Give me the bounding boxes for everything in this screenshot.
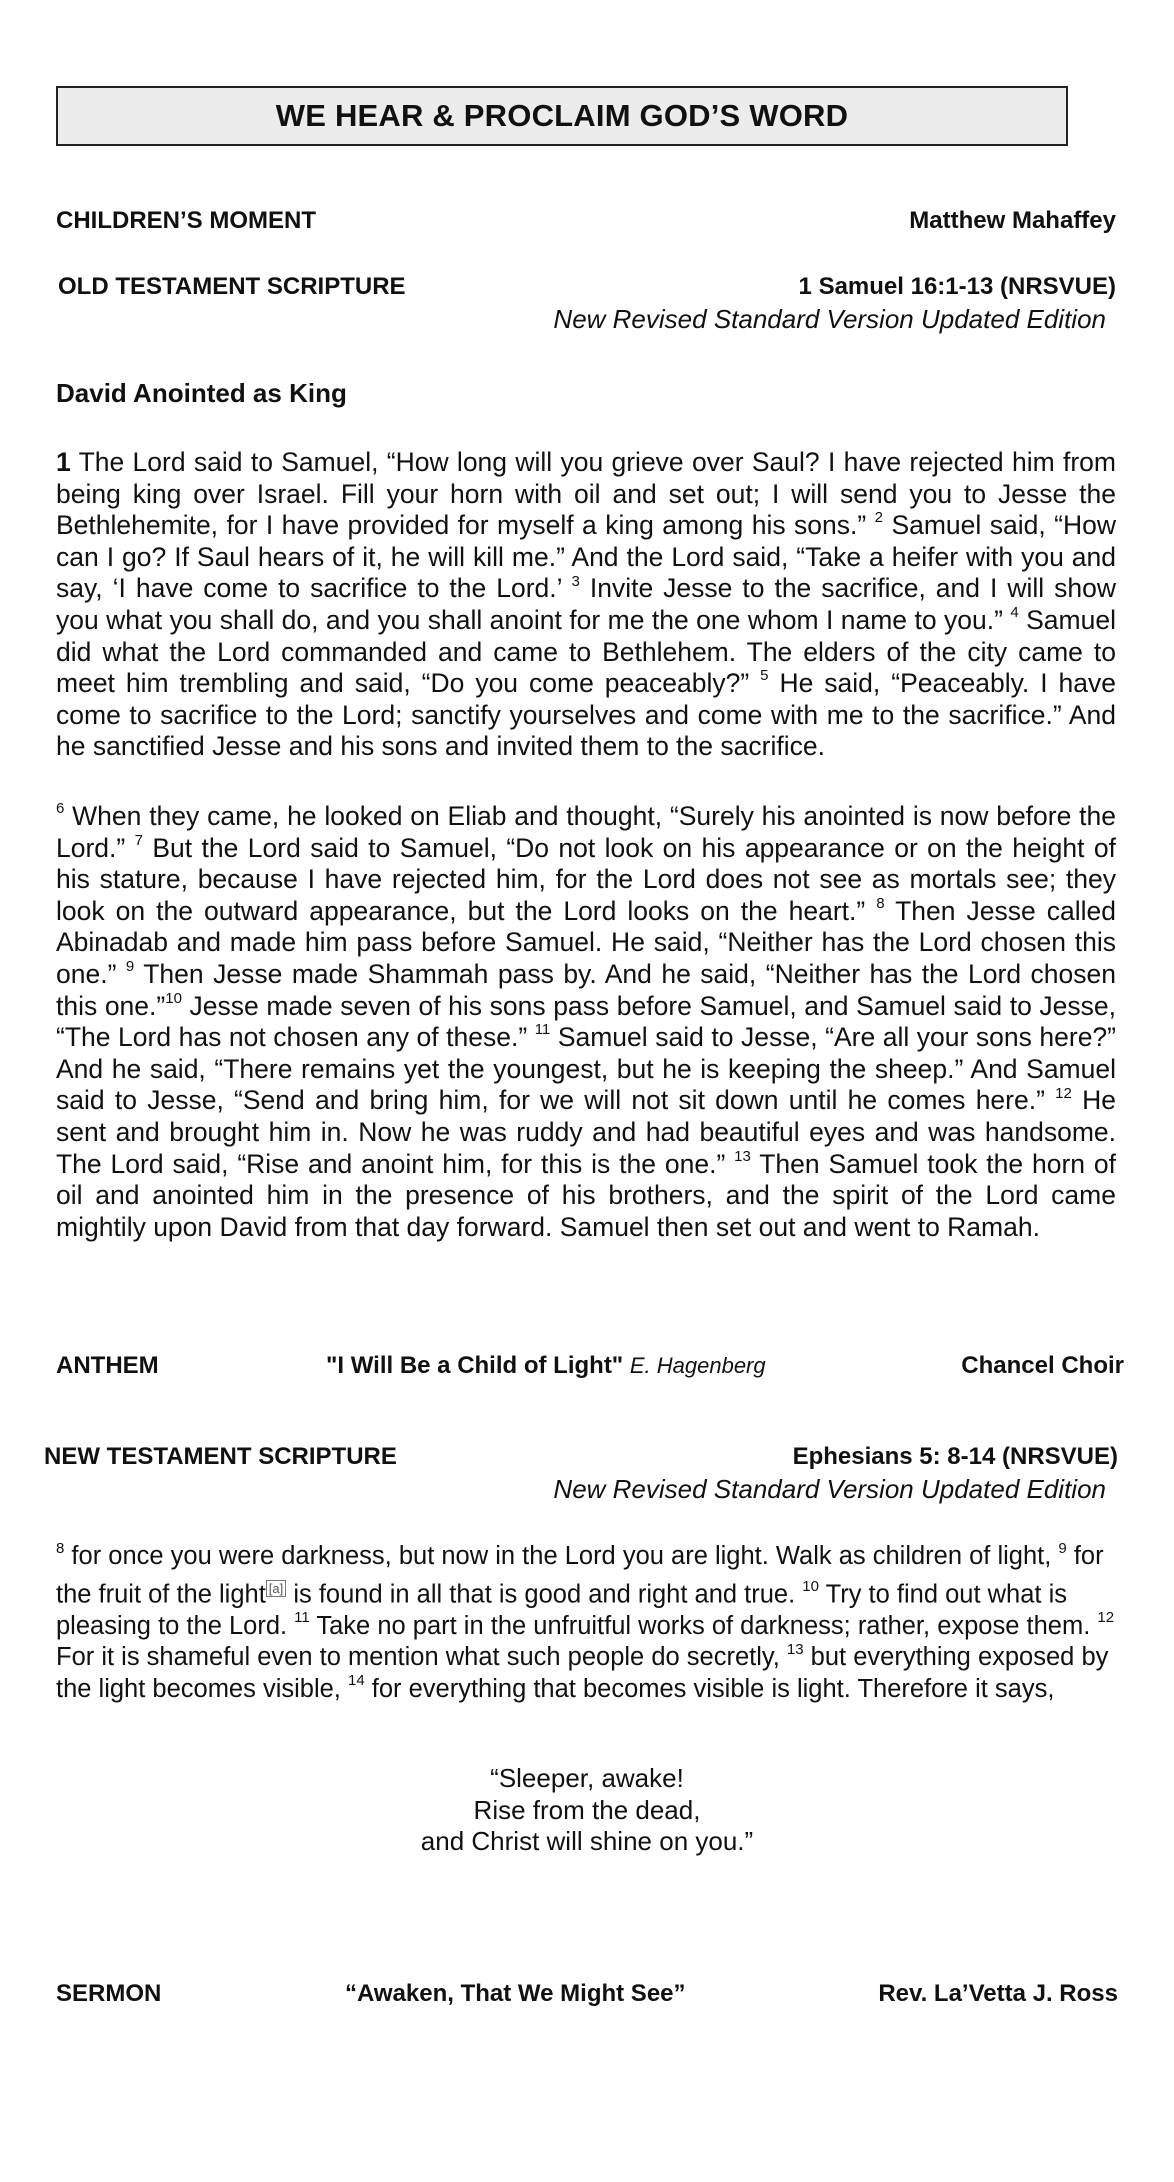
verse-number: 8 <box>56 1539 65 1557</box>
verse-number: 14 <box>347 1672 365 1690</box>
verse-text: for once you were darkness, but now in the Lord you are light. Walk as children of light, <box>64 1542 1059 1570</box>
verse-number: 2 <box>874 509 883 527</box>
verse-text: He said, “Peaceably. I have come to sacrifice to the Lord; sanctify yourselves and come with me to the sacrifice.” And he sanctified Jesse and his sons and invited them to the sacrifice. <box>56 668 1116 762</box>
nt-label: NEW TESTAMENT SCRIPTURE <box>44 1443 397 1470</box>
ot-label: OLD TESTAMENT SCRIPTURE <box>58 273 406 300</box>
verse-text: For it is shameful even to mention what such people do secretly, <box>56 1643 787 1672</box>
sermon-title: “Awaken, That We Might See” <box>345 1980 686 2007</box>
verse-text: When they came, he looked on Eliab and thought, “Surely his anointed is now before the Lord.” <box>56 801 1116 863</box>
sermon-preacher: Rev. La’Vetta J. Ross <box>878 1980 1118 2007</box>
footnote-link[interactable]: [a] <box>266 1580 286 1597</box>
section-title: WE HEAR & PROCLAIM GOD’S WORD <box>56 86 1068 146</box>
nt-reference: Ephesians 5: 8-14 (NRSVUE) <box>792 1443 1118 1470</box>
verse-text: He sent and brought him in. Now he was ruddy and had beautiful eyes and was handsome. The Lord said, “Rise and anoint him, for this is the one.” <box>56 1085 1116 1179</box>
verse-number: 5 <box>760 667 769 685</box>
verse-text: Invite Jesse to the sacrifice, and I will show you what you shall do, and you shall anoint for me the one whom I name to you.” <box>56 573 1116 635</box>
childrens-moment-label: CHILDREN’S MOMENT <box>56 207 316 234</box>
childrens-moment-leader: Matthew Mahaffey <box>909 207 1116 234</box>
verse-text: is found in all that is good and right and true. <box>286 1580 803 1609</box>
verse-text: for the fruit of the light <box>56 1542 1104 1609</box>
ot-paragraph-1 <box>56 447 1116 763</box>
verse-number: 10 <box>165 989 182 1007</box>
verse-number: 10 <box>802 1577 819 1595</box>
verse-number: 12 <box>1055 1084 1072 1102</box>
ot-paragraph-2 <box>56 801 1116 1243</box>
verse-text: Take no part in the unfruitful works of darkness; rather, expose them. <box>309 1611 1098 1640</box>
poem-line: and Christ will shine on you.” <box>420 1826 754 1857</box>
ot-version: New Revised Standard Version Updated Edition <box>553 304 1106 334</box>
verse-text: Samuel said to Jesse, “Are all your sons here?” And he said, “There remains yet the youngest, but he is keeping the sheep.” And Samuel said to Jesse, “Send and bring him, for we will not sit down until he comes here.” <box>56 1022 1116 1116</box>
verse-text: Samuel said, “How can I go? If Saul hears of it, he will kill me.” And the Lord said, “Take a heifer with you and say, ‘I have come to sacrifice to the Lord.’ <box>56 510 1116 604</box>
nt-paragraph <box>56 1541 1116 1705</box>
anthem-composer: E. Hagenberg <box>629 1353 766 1378</box>
verse-number: 9 <box>125 958 135 976</box>
verse-text: Then Jesse called Abinadab and made him pass before Samuel. He said, “Neither has the Lord chosen this one.” <box>56 895 1116 989</box>
verse-number: 11 <box>534 1021 551 1039</box>
poem-line: “Sleeper, awake! <box>490 1763 684 1793</box>
verse-number: 8 <box>876 894 885 912</box>
verse-text: But the Lord said to Samuel, “Do not look on his appearance or on the height of his stature, because I have rejected him, for the Lord does not see as mortals see; they look on the outward appearance, but the Lord looks on the heart.” <box>56 832 1116 926</box>
ot-reference: 1 Samuel 16:1-13 (NRSVUE) <box>798 273 1116 300</box>
anthem-label: ANTHEM <box>56 1352 159 1379</box>
anthem-performer: Chancel Choir <box>961 1352 1124 1379</box>
verse-text: The Lord said to Samuel, “How long will you grieve over Saul? I have rejected him from being king over Israel. Fill your horn with oil and set out; I will send you to Jesse the Bethlehemite, for I have provided for myself a king among his sons.” <box>56 447 1116 541</box>
anthem-title-line <box>326 1352 766 1380</box>
verse-number: 11 <box>294 1609 310 1627</box>
verse-number: 12 <box>1097 1609 1115 1627</box>
verse-text: Samuel did what the Lord commanded and came to Bethlehem. The elders of the city came to meet him trembling and said, “Do you come peaceably?” <box>56 604 1116 699</box>
verse-text: Then Jesse made Shammah pass by. And he said, “Neither has the Lord chosen this one.” <box>56 958 1116 1021</box>
sermon-label: SERMON <box>56 1980 162 2007</box>
poem-line: Rise from the dead, <box>473 1794 701 1825</box>
verse-number: 9 <box>1058 1539 1067 1557</box>
verse-number: 13 <box>786 1640 804 1658</box>
verse-number: 13 <box>734 1147 751 1165</box>
verse-text: for everything that becomes visible is light. Therefore it says, <box>364 1674 1055 1703</box>
verse-text: Then Samuel took the horn of oil and anointed him in the presence of his brothers, and the spirit of the Lord came mightily upon David from that day forward. Samuel then set out and went to Ramah. <box>56 1148 1116 1242</box>
verse-number: 7 <box>134 831 143 849</box>
verse-text: Jesse made seven of his sons pass before Samuel, and Samuel said to Jesse, “The Lord has not chosen any of these.” <box>56 990 1116 1053</box>
verse-text: but everything exposed by the light becomes visible, <box>56 1643 1109 1703</box>
verse-number: 6 <box>56 800 65 818</box>
verse-number: 4 <box>1010 604 1019 622</box>
verse-number: 1 <box>56 447 71 477</box>
ot-heading: David Anointed as King <box>56 378 347 408</box>
nt-version: New Revised Standard Version Updated Edition <box>553 1474 1106 1504</box>
verse-number: 3 <box>571 572 580 590</box>
anthem-title: "I Will Be a Child of Light" <box>326 1352 624 1379</box>
verse-text: Try to find out what is pleasing to the Lord. <box>56 1580 1067 1640</box>
poem <box>0 1763 1174 1858</box>
